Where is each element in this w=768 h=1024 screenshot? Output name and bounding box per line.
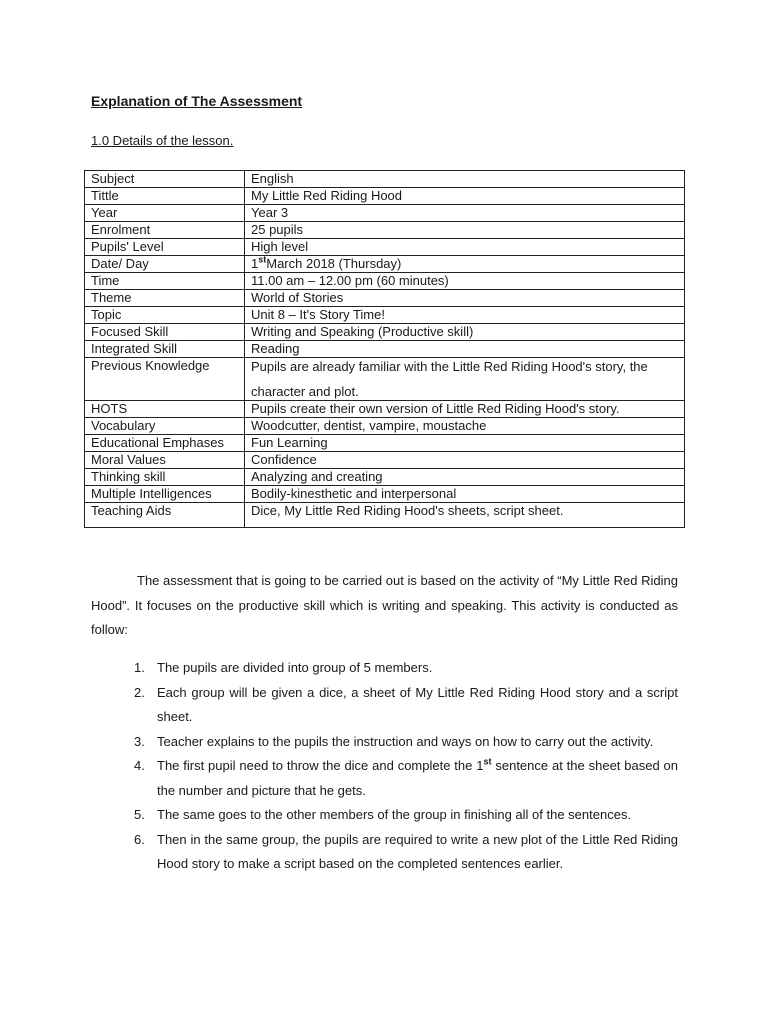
row-value: Reading (245, 341, 685, 358)
list-item-text: The same goes to the other members of the group in finishing all of the sentences. (157, 807, 632, 822)
table-row (85, 452, 685, 469)
table-row (85, 435, 685, 452)
document-title: Explanation of The Assessment (91, 93, 303, 109)
list-item (91, 828, 678, 877)
section-heading: 1.0 Details of the lesson. (91, 133, 234, 148)
table-row (85, 486, 685, 503)
row-label: Subject (85, 171, 245, 188)
row-value: My Little Red Riding Hood (245, 188, 685, 205)
row-label: Vocabulary (85, 418, 245, 435)
table-row (85, 324, 685, 341)
row-value: High level (245, 239, 685, 256)
table-row (85, 307, 685, 324)
row-value: English (245, 171, 685, 188)
table-row (85, 469, 685, 486)
list-item (91, 803, 678, 828)
list-item-text-before: The first pupil need to throw the dice and complete the 1 (157, 758, 484, 773)
row-value: Writing and Speaking (Productive skill) (245, 324, 685, 341)
row-value: Pupils create their own version of Little Red Riding Hood's story. (245, 401, 685, 418)
row-value: World of Stories (245, 290, 685, 307)
list-item (91, 681, 678, 730)
row-value-line2: character and plot. (251, 384, 359, 399)
row-value: Analyzing and creating (245, 469, 685, 486)
row-label: Educational Emphases (85, 435, 245, 452)
row-value: 11.00 am – 12.00 pm (60 minutes) (245, 273, 685, 290)
list-item-number: 2. (134, 684, 145, 700)
row-label: Year (85, 205, 245, 222)
table-row (85, 256, 685, 273)
list-item-number: 5. (134, 807, 145, 822)
list-item-text: Then in the same group, the pupils are required to write a new plot of the Little Red Riding Hood story to make a script based on the completed sentences earlier. (157, 831, 678, 871)
list-item-number: 3. (134, 733, 145, 749)
activity-steps-list (91, 656, 678, 877)
table-row (85, 290, 685, 307)
row-label: Focused Skill (85, 324, 245, 341)
row-label: Previous Knowledge (85, 358, 245, 401)
list-item-text-after: sentence at the sheet based on the number and picture that he gets. (157, 758, 679, 798)
table-row (85, 273, 685, 290)
table-row (85, 341, 685, 358)
row-label: Pupils' Level (85, 239, 245, 256)
row-label: Thinking skill (85, 469, 245, 486)
row-label: Moral Values (85, 452, 245, 469)
intro-paragraph: The assessment that is going to be carried out is based on the activity of “My Little Red Riding Hood”. It focuses on the productive skill which is writing and speaking. This activity is conducted as follow: (91, 573, 678, 637)
row-value: Dice, My Little Red Riding Hood's sheets, script sheet. (245, 503, 685, 528)
row-label: Multiple Intelligences (85, 486, 245, 503)
row-value: Bodily-kinesthetic and interpersonal (245, 486, 685, 503)
table-row (85, 418, 685, 435)
table-row (85, 171, 685, 188)
date-ordinal-suffix: st (258, 255, 267, 265)
row-value (245, 256, 685, 273)
table-row (85, 188, 685, 205)
table-row (85, 358, 685, 401)
table-row (85, 401, 685, 418)
row-label: Topic (85, 307, 245, 324)
table-row (85, 222, 685, 239)
row-value: 25 pupils (245, 222, 685, 239)
list-item (91, 656, 678, 681)
row-label: Integrated Skill (85, 341, 245, 358)
list-item (91, 730, 678, 755)
row-label: Date/ Day (85, 256, 245, 273)
row-value: Confidence (245, 452, 685, 469)
row-label: Tittle (85, 188, 245, 205)
row-value (245, 358, 685, 401)
list-item (91, 754, 678, 803)
row-value: Unit 8 – It's Story Time! (245, 307, 685, 324)
table-row (85, 503, 685, 528)
list-item-number: 4. (134, 758, 145, 773)
list-item-number: 1. (134, 660, 145, 675)
row-label: Theme (85, 290, 245, 307)
row-label: Teaching Aids (85, 503, 245, 528)
row-value-line1: Pupils are already familiar with the Little Red Riding Hood's story, the (251, 359, 648, 374)
list-item-text: Teacher explains to the pupils the instruction and ways on how to carry out the activity. (157, 733, 654, 749)
row-value: Woodcutter, dentist, vampire, moustache (245, 418, 685, 435)
table-row (85, 239, 685, 256)
lesson-details-table (84, 170, 685, 528)
row-value: Year 3 (245, 205, 685, 222)
date-day-number: 1 (251, 256, 259, 271)
row-value: Fun Learning (245, 435, 685, 452)
list-item-text: Each group will be given a dice, a sheet of My Little Red Riding Hood story and a script sheet. (157, 684, 678, 724)
row-label: Enrolment (85, 222, 245, 239)
list-item-text: The pupils are divided into group of 5 members. (157, 660, 433, 675)
ordinal-suffix: st (483, 756, 492, 767)
row-label: HOTS (85, 401, 245, 418)
date-rest: March 2018 (Thursday) (266, 256, 402, 271)
row-label: Time (85, 273, 245, 290)
list-item-number: 6. (134, 831, 145, 847)
table-row (85, 205, 685, 222)
